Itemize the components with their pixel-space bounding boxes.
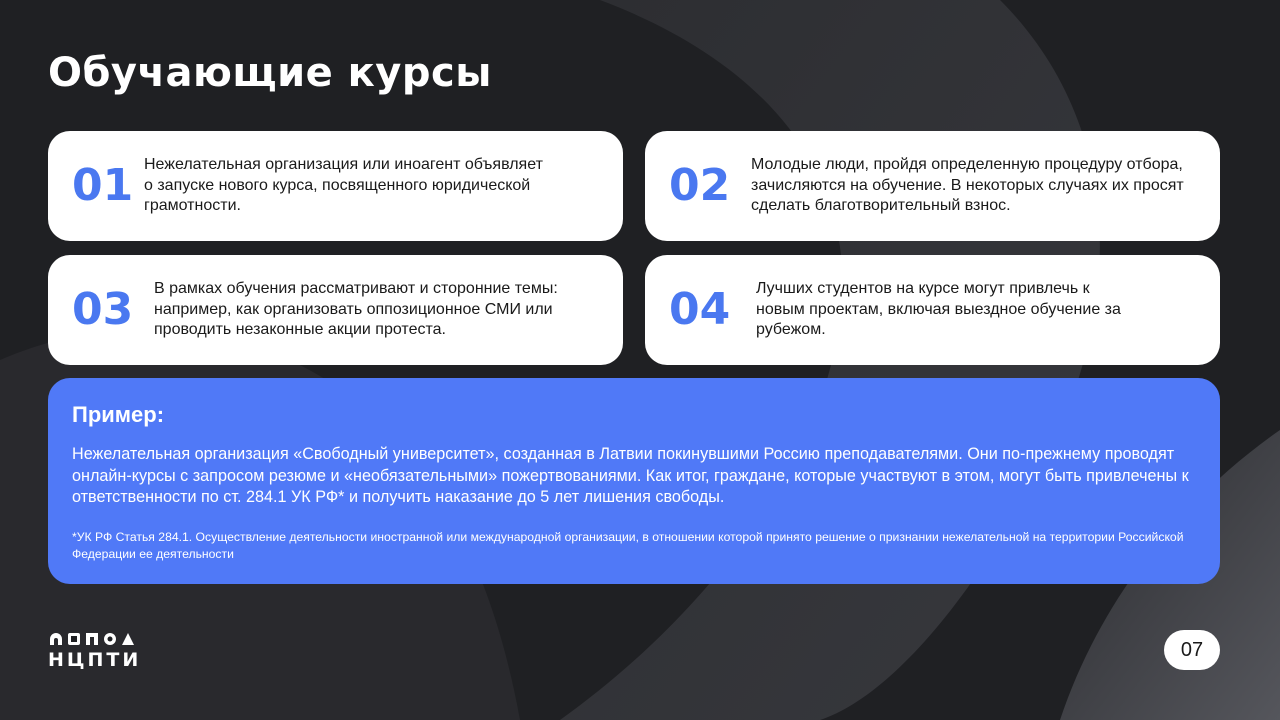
example-title: Пример: [72, 402, 165, 427]
slide-title: Обучающие курсы [48, 50, 492, 96]
example-text: Нежелательная организация «Свободный университет», созданная в Латвии покинувшими Россию преподавателями. Они по-прежнему проводят онлайн-курсы с запросом резюме и «необязательными» пожертвованиями. Как итог, граждане, которые участвуют в этом, могут быть привлечены к ответственности по ст. 284.1 УК РФ* и получить наказание до 5 лет лишения свободы. [72, 445, 1189, 506]
step-number: 03 [72, 284, 134, 335]
step-card-02 [645, 131, 1220, 241]
step-text: Лучших студентов на курсе могут привлечь к новым проектам, включая выездное обучение за рубежом. [756, 280, 1121, 339]
logo [48, 632, 141, 670]
step-card-01 [48, 131, 623, 241]
step-number: 04 [669, 284, 731, 335]
logo-text: НЦПТИ [48, 649, 142, 671]
page-number: 07 [1164, 630, 1220, 670]
logo-mark-icon [48, 632, 141, 646]
example-panel [48, 378, 1220, 584]
example-footnote: *УК РФ Статья 284.1. Осуществление деятельности иностранной или международной организации, в отношении которой принято решение о признании нежелательной на территории Российской Федерации ее деятельности [72, 529, 1184, 561]
step-text: Нежелательная организация или иноагент объявляет о запуске нового курса, посвященного юридической грамотности. [144, 156, 543, 215]
step-number: 01 [72, 160, 134, 211]
step-number: 02 [669, 160, 731, 211]
step-text: В рамках обучения рассматривают и сторонние темы: например, как организовать оппозиционное СМИ или проводить незаконные акции протеста. [154, 280, 558, 339]
step-text: Молодые люди, пройдя определенную процедуру отбора, зачисляются на обучение. В некоторых случаях их просят сделать благотворительный взнос. [751, 156, 1184, 215]
step-card-04 [645, 255, 1220, 365]
step-card-03 [48, 255, 623, 365]
